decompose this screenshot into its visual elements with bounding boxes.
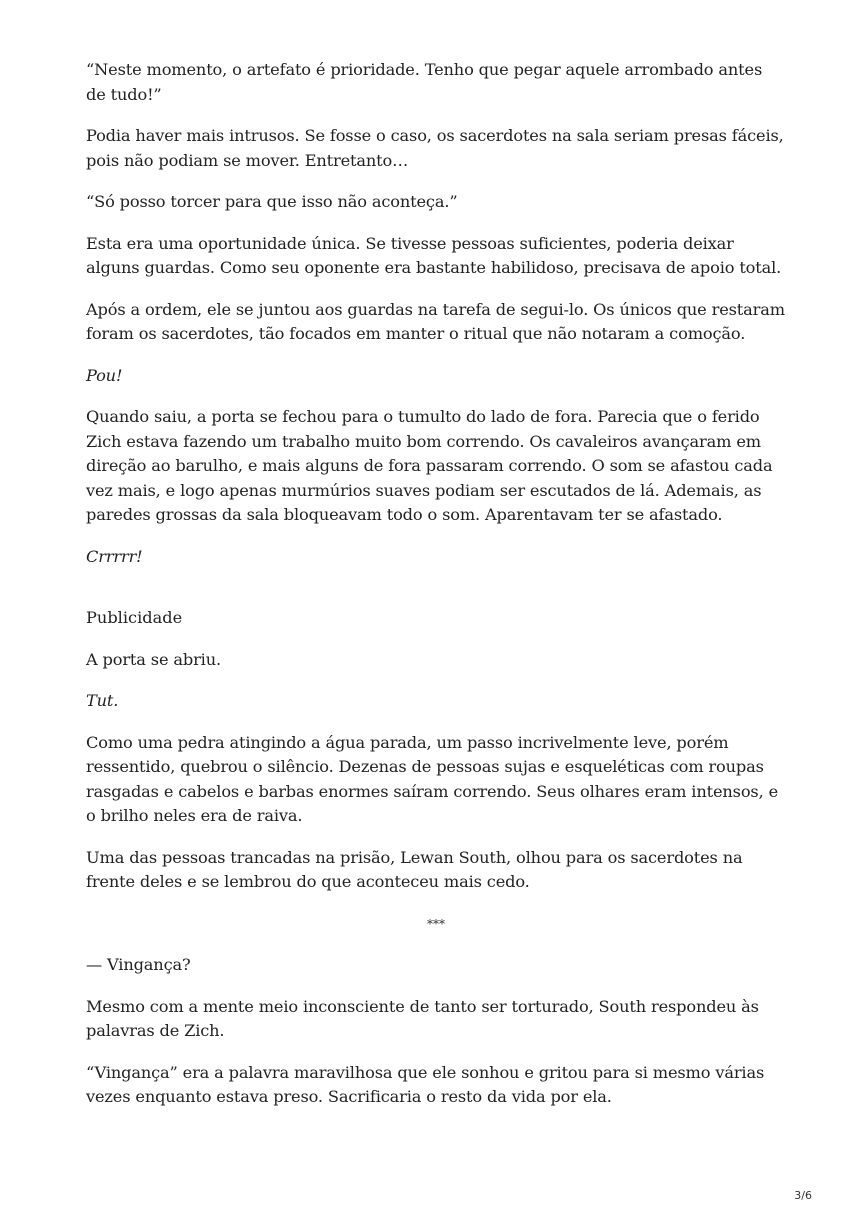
paragraph: Podia haver mais intrusos. Se fosse o caso, os sacerdotes na sala seriam presas fáceis, pois não podiam se mover. Entretanto… (86, 126, 784, 170)
paragraph: Esta era uma oportunidade única. Se tivesse pessoas suficientes, poderia deixar alguns guardas. Como seu oponente era bastante habilidoso, precisava de apoio total. (86, 233, 782, 277)
paragraph: Mesmo com a mente meio inconsciente de tanto ser torturado, South respondeu às palavras de Zich. (86, 996, 759, 1040)
page-number: 3/6 (794, 1189, 812, 1202)
paragraph: “Só posso torcer para que isso não aconteça.” (86, 192, 458, 211)
advertisement-label: Publicidade (86, 608, 183, 627)
paragraph: Como uma pedra atingindo a água parada, um passo incrivelmente leve, porém ressentido, quebrou o silêncio. Dezenas de pessoas sujas e esqueléticas com roupas rasgadas e cabelos e barbas enormes saíram correndo. Seus olhares eram intensos, e o brilho neles era de raiva. (86, 732, 778, 825)
text-section-middle (86, 648, 786, 895)
paragraph: Após a ordem, ele se juntou aos guardas na tarefa de segui-lo. Os únicos que restaram foram os sacerdotes, tão focados em manter o ritual que não notaram a comoção. (86, 299, 785, 343)
text-section-top (86, 58, 786, 569)
paragraph: Quando saiu, a porta se fechou para o tumulto do lado de fora. Parecia que o ferido Zich estava fazendo um trabalho muito bom correndo. Os cavaleiros avançaram em direção ao barulho, e mais alguns de fora passaram correndo. O som se afastou cada vez mais, e logo apenas murmúrios suaves podiam ser escutados de lá. Ademais, as paredes grossas da sala bloqueavam todo o som. Aparentavam ter se afastado. (86, 407, 773, 524)
paragraph: — Vingança? (86, 955, 191, 974)
paragraph: “Vingança” era a palavra maravilhosa que ele sonhou e gritou para si mesmo várias vezes enquanto estava preso. Sacrificaria o resto da vida por ela. (86, 1062, 765, 1106)
document-page (86, 58, 786, 1127)
ad-spacer (86, 586, 786, 606)
paragraph: “Neste momento, o artefato é prioridade. Tenho que pegar aquele arrombado antes de tudo!” (86, 60, 763, 104)
paragraph: Crrrrr! (86, 546, 143, 566)
paragraph: Tut. (86, 691, 119, 710)
paragraph: Pou! (86, 365, 123, 385)
section-separator: *** (427, 916, 445, 931)
paragraph: Uma das pessoas trancadas na prisão, Lewan South, olhou para os sacerdotes na frente deles e se lembrou do que aconteceu mais cedo. (86, 847, 743, 891)
text-section-bottom (86, 953, 786, 1110)
paragraph: A porta se abriu. (86, 649, 221, 669)
